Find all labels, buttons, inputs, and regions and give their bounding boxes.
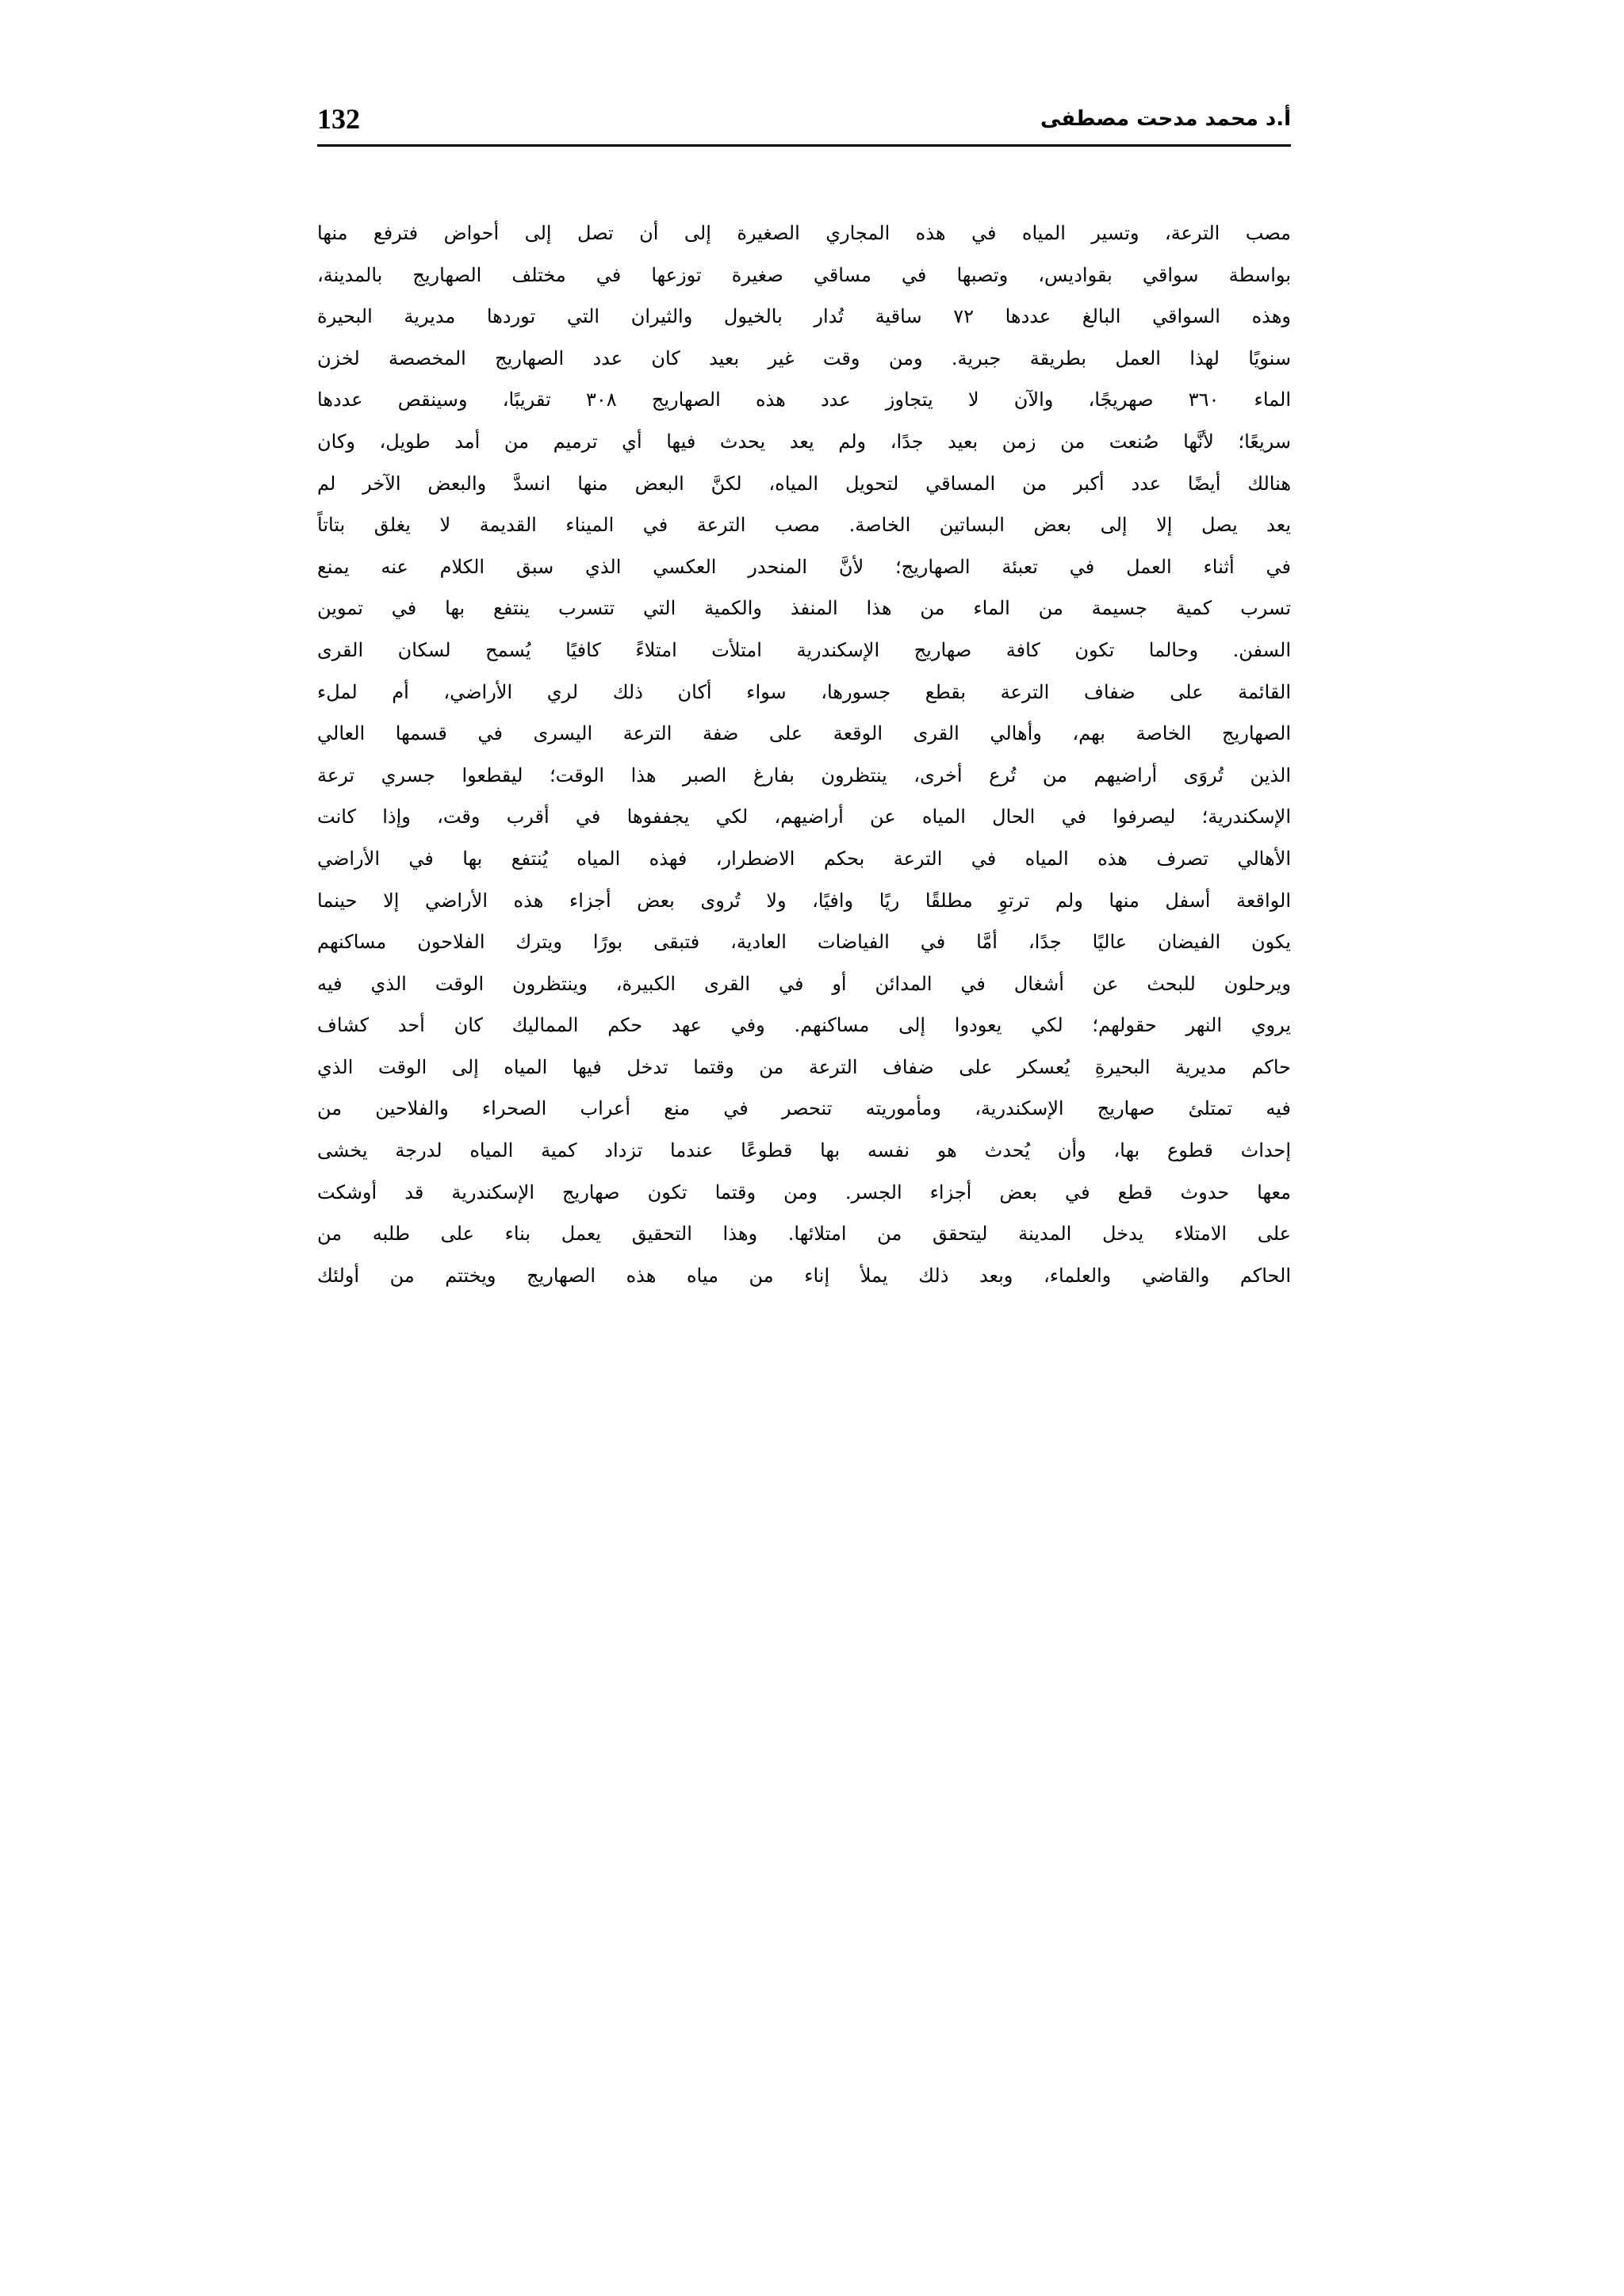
text-line: الذين تُروَى أراضيهم من تُرع أخرى، ينتظرون بفارغ الصبر هذا الوقت؛ ليقطعوا جسري ترعة (317, 763, 1291, 786)
text-line: معها حدوث قطع في بعض أجزاء الجسر. ومن وقتما تكون صهاريج الإسكندرية قد أوشكت (317, 1181, 1291, 1203)
text-line: سنويًا لهذا العمل بطريقة جبرية. ومن وقت غير بعيد كان عدد الصهاريج المخصصة لخزن (317, 346, 1291, 369)
page-header (317, 101, 1291, 143)
text-line: على الامتلاء يدخل المدينة ليتحقق من امتلائها. وهذا التحقيق يعمل بناء على طلبه من (317, 1223, 1291, 1246)
body-paragraph (317, 212, 1291, 1296)
text-line: تسرب كمية جسيمة من الماء من هذا المنفذ والكمية التي تتسرب ينتفع بها في تموين (317, 597, 1291, 620)
text-line: هنالك أيضًا عدد أكبر من المساقي لتحويل المياه، لكنَّ البعض منها انسدَّ والبعض الآخر لم (317, 472, 1291, 495)
text-line: وهذه السواقي البالغ عددها ٧٢ ساقية تُدار بالخيول والثيران التي توردها مديرية البحيرة (317, 305, 1291, 328)
text-line: الصهاريج الخاصة بهم، وأهالي القرى الوقعة على ضفة الترعة اليسرى في قسمها العالي (317, 722, 1291, 745)
text-line: يعد يصل إلا إلى بعض البساتين الخاصة. مصب الترعة في الميناء القديمة لا يغلق بتاتاً (317, 514, 1291, 537)
text-line: الواقعة أسفل منها ولم ترتوِ مطلقًا ريًا وافيًا، ولا تُروى بعض أجزاء هذه الأراضي إلا حينما (317, 889, 1291, 912)
header-divider (317, 144, 1291, 147)
text-line: في أثناء العمل في تعبئة الصهاريج؛ لأنَّ المنحدر العكسي الذي سبق الكلام عنه يمنع (317, 555, 1291, 578)
text-line: الإسكندرية؛ ليصرفوا في الحال المياه عن أراضيهم، لكي يجففوها في أقرب وقت، وإذا كانت (317, 806, 1291, 828)
text-line: سريعًا؛ لأنَّها صُنعت من زمن بعيد جدًا، ولم يعد يحدث فيها أي ترميم من أمد طويل، وكان (317, 430, 1291, 453)
text-line: بواسطة سواقي بقواديس، وتصبها في مساقي صغيرة توزعها في مختلف الصهاريج بالمدينة، (317, 263, 1291, 286)
text-line: مصب الترعة، وتسير المياه في هذه المجاري الصغيرة إلى أن تصل إلى أحواض فترفع منها (317, 222, 1291, 244)
running-head-author: أ.د محمد مدحت مصطفى (1040, 107, 1291, 131)
text-line: حاكم مديرية البحيرةِ يُعسكر على ضفاف الترعة من وقتما تدخل فيها المياه إلى الوقت الذي (317, 1055, 1291, 1078)
text-line: الحاكم والقاضي والعلماء، وبعد ذلك يملأ إناء من مياه هذه الصهاريج ويختتم من أولئك (317, 1264, 1291, 1287)
text-line: الأهالي تصرف هذه المياه في الترعة بحكم الاضطرار، فهذه المياه يُنتفع بها في الأراضي (317, 847, 1291, 870)
text-line: يكون الفيضان عاليًا جدًا، أمَّا في الفياضات العادية، فتبقى بورًا ويترك الفلاحون مساكنهم (317, 931, 1291, 954)
text-line: القائمة على ضفاف الترعة بقطع جسورها، سواء أكان ذلك لري الأراضي، أم لملء (317, 680, 1291, 703)
page-number: 132 (317, 103, 360, 135)
text-line: ويرحلون للبحث عن أشغال في المدائن أو في القرى الكبيرة، وينتظرون الوقت الذي فيه (317, 972, 1291, 995)
text-line: إحداث قطوع بها، وأن يُحدث هو نفسه بها قطوعًا عندما تزداد كمية المياه لدرجة يخشى (317, 1139, 1291, 1162)
text-line: الماء ٣٦٠ صهريجًا، والآن لا يتجاوز عدد هذه الصهاريج ٣٠٨ تقريبًا، وسينقص عددها (317, 388, 1291, 411)
text-line: فيه تمتلئ صهاريج الإسكندرية، ومأموريته تنحصر في منع أعراب الصحراء والفلاحين من (317, 1097, 1291, 1120)
text-line: يروي النهر حقولهم؛ لكي يعودوا إلى مساكنهم. وفي عهد حكم المماليك كان أحد كشاف (317, 1014, 1291, 1037)
text-line: السفن. وحالما تكون كافة صهاريج الإسكندرية امتلأت امتلاءً كافيًا يُسمح لسكان القرى (317, 638, 1291, 661)
